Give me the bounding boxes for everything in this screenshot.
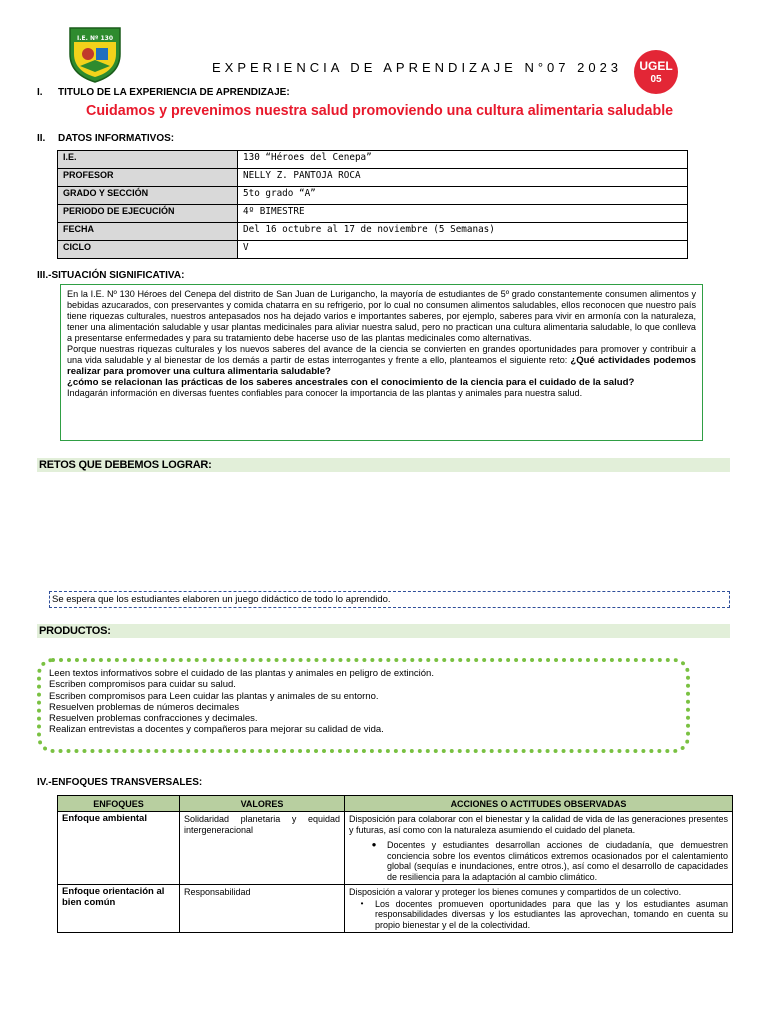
- situacion-text: Porque nuestras riquezas culturales y los nuevos saberes del avance de la ciencia se convierten en grandes oportunidades para promover y contribuir a una vida saludable y al bienestar de los demás a partir de estas interrogantes y frente a ello, planteamos el siguiente reto:: [67, 344, 696, 365]
- section-situacion-significativa: III.-SITUACIÓN SIGNIFICATIVA:: [37, 270, 185, 281]
- table-row: [58, 223, 688, 241]
- row-value: 4º BIMESTRE: [238, 205, 688, 223]
- section-enfoques-transversales: IV.-ENFOQUES TRANSVERSALES:: [37, 777, 203, 788]
- list-item: Resuelven problemas confracciones y decimales.: [49, 713, 258, 725]
- list-item: Escriben compromisos para cuidar su salud.: [49, 679, 236, 691]
- section-number: I.: [37, 87, 43, 98]
- row-value: NELLY Z. PANTOJA ROCA: [238, 169, 688, 187]
- school-crest-logo: [66, 24, 124, 84]
- enfoque-acciones: [345, 812, 733, 885]
- row-label: FECHA: [58, 223, 238, 241]
- situacion-question: ¿Qué actividades podemos realizar para promover una cultura alimentaria saludable?: [67, 355, 696, 377]
- accion-bullet: [349, 899, 728, 931]
- bullet-icon: ●: [371, 840, 377, 849]
- ugel-logo-line2: 05: [650, 74, 662, 85]
- column-header: ACCIONES O ACTITUDES OBSERVADAS: [345, 796, 733, 812]
- table-row: [58, 241, 688, 259]
- ugel-logo: [634, 50, 678, 94]
- bullet-text: Los docentes promueven oportunidades para que las y los estudiantes asuman responsabilidades diversas y los estudiantes las aprovechan, tomando en cuenta su propio bienestar y el de la colectividad.: [375, 898, 728, 930]
- retos-box: Se espera que los estudiantes elaboren un juego didáctico de todo lo aprendido.: [49, 591, 730, 608]
- enfoque-acciones: [345, 885, 733, 933]
- row-value: 5to grado “A”: [238, 187, 688, 205]
- column-header: VALORES: [180, 796, 345, 812]
- situacion-paragraph: Indagarán información en diversas fuentes confiables para conocer la importancia de las plantas y animales para nuestra salud.: [67, 388, 583, 398]
- retos-heading: RETOS QUE DEBEMOS LOGRAR:: [37, 458, 730, 472]
- row-label: I.E.: [58, 151, 238, 169]
- situacion-paragraph: En la I.E. Nº 130 Héroes del Cenepa del distrito de San Juan de Lurigancho, la mayoría de estudiantes de 5º grado constantemente consumen alimentos y bebidas azucarados, con preservantes y comida chatarra en su refrigerio, por lo cual no consumen alimentos saludables, ellos reconocen que nuestro país tiene riquezas culturales, nuestros antepasados nos ha dejado varios e importantes saberes, por ejemplo, saberes para vivir en armonía con la naturaleza, tener una alimentación saludable y usar plantas medicinales para aliviar nuestra salud, pero no practican una cultura alimentaria saludable, lo que conlleva a presentarse enfermedades y para su tratamiento debe hacerse uso de las plantas medicinales como alternativas.: [67, 289, 696, 343]
- table-header-row: [58, 796, 733, 812]
- situacion-significativa-box: [60, 284, 703, 441]
- table-row: [58, 187, 688, 205]
- list-item: Realizan entrevistas a docentes y compañeros para mejorar su calidad de vida.: [49, 724, 384, 736]
- row-label: GRADO Y SECCIÓN: [58, 187, 238, 205]
- accion-text: Disposición a valorar y proteger los bienes comunes y compartidos de un colectivo.: [349, 887, 682, 897]
- section-title-experiencia: [37, 87, 290, 98]
- enfoques-table: [57, 795, 733, 933]
- list-item: Leen textos informativos sobre el cuidado de las plantas y animales en peligro de extinción.: [49, 668, 434, 679]
- situacion-question: ¿cómo se relacionan las prácticas de los saberes ancestrales con el conocimiento de la ciencia para el cuidado de la salud?: [67, 377, 635, 388]
- section-number: II.: [37, 133, 46, 144]
- datos-informativos-table: [57, 150, 688, 259]
- row-label: PROFESOR: [58, 169, 238, 187]
- productos-heading: PRODUCTOS:: [37, 624, 730, 638]
- list-item: Resuelven problemas de números decimales: [49, 701, 240, 713]
- accion-bullet: [349, 840, 728, 882]
- table-row: [58, 169, 688, 187]
- row-value: V: [238, 241, 688, 259]
- section-label: TITULO DE LA EXPERIENCIA DE APRENDIZAJE:: [58, 87, 290, 98]
- enfoque-valor: Solidaridad planetaria y equidad intergeneracional: [180, 812, 345, 885]
- accion-text: Disposición para colaborar con el bienestar y la calidad de vida de las generaciones presentes y futuras, así como con la naturaleza asumiendo el cuidado del planeta.: [349, 814, 728, 835]
- enfoque-name: Enfoque orientación al bien común: [58, 885, 180, 933]
- row-label: PERIODO DE EJECUCIÓN: [58, 205, 238, 223]
- list-item: Escriben compromisos para Leen cuidar las plantas y animales de su entorno.: [49, 690, 379, 702]
- section-label: DATOS INFORMATIVOS:: [58, 133, 175, 144]
- table-row: [58, 151, 688, 169]
- row-label: CICLO: [58, 241, 238, 259]
- productos-box: [37, 658, 690, 753]
- bullet-icon: •: [360, 898, 364, 908]
- row-value: 130 “Héroes del Cenepa”: [238, 151, 688, 169]
- svg-text:I.E. Nº 130: I.E. Nº 130: [77, 35, 113, 42]
- section-datos-informativos: [37, 133, 174, 144]
- table-row: [58, 885, 733, 933]
- bullet-text: Docentes y estudiantes desarrollan acciones de ciudadanía, que demuestren conciencia sobre los eventos climáticos extremos ocasionados por el calentamiento global (sequías e inundaciones, entre otros.), así como el desarrollo de capacidades de resiliencia para la adaptación al cambio climático.: [387, 840, 728, 882]
- enfoque-name: Enfoque ambiental: [58, 812, 180, 885]
- row-value: Del 16 octubre al 17 de noviembre (5 Semanas): [238, 223, 688, 241]
- experience-title: Cuidamos y prevenimos nuestra salud promoviendo una cultura alimentaria saludable: [86, 103, 674, 119]
- table-row: [58, 205, 688, 223]
- ugel-logo-line1: UGEL: [639, 59, 673, 73]
- enfoque-valor: Responsabilidad: [180, 885, 345, 933]
- situacion-paragraph: [67, 344, 696, 377]
- document-title: EXPERIENCIA DE APRENDIZAJE N°07 2023: [212, 60, 623, 75]
- table-row: [58, 812, 733, 885]
- column-header: ENFOQUES: [58, 796, 180, 812]
